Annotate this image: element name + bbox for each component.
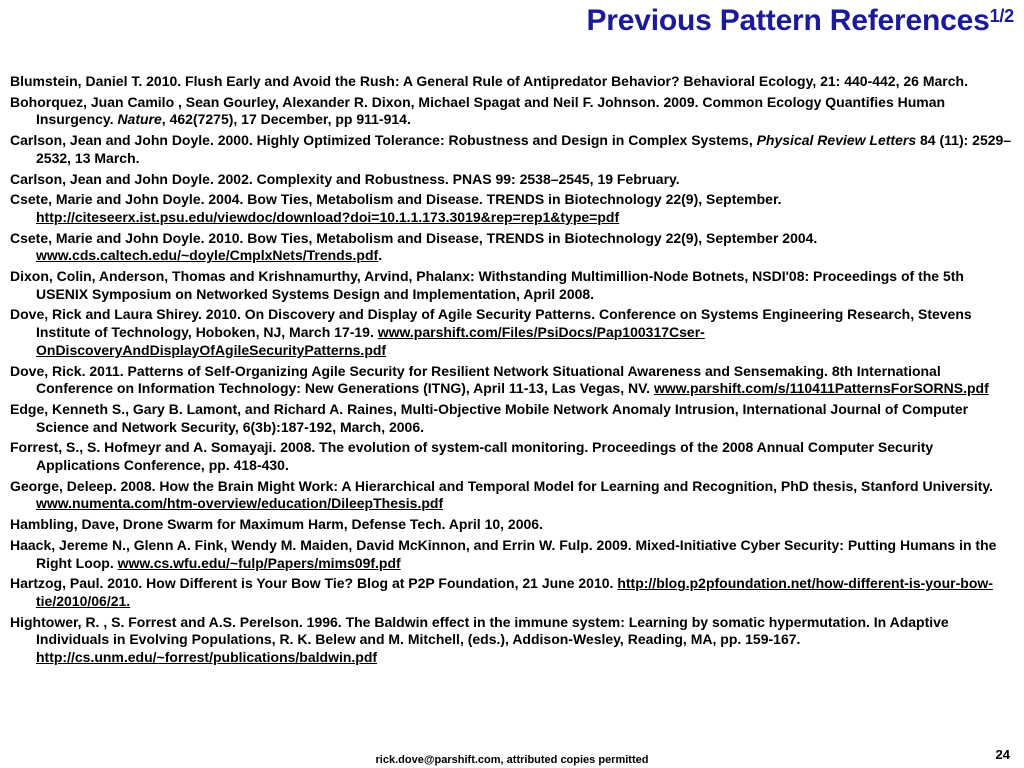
reference-text: Hambling, Dave, Drone Swarm for Maximum Harm, Defense Tech. April 10, 2006. xyxy=(10,516,543,533)
reference-text: . xyxy=(378,247,383,264)
reference-item xyxy=(10,537,1018,572)
reference-list xyxy=(10,73,1018,670)
reference-link[interactable]: http://cs.unm.edu/~forrest/publications/baldwin.pdf xyxy=(36,649,378,666)
reference-text: Hightower, R. , S. Forrest and A.S. Perelson. 1996. The Baldwin effect in the immune system: Learning by somatic hypermutation. In Adaptive Individuals in Evolving Populations, R. K. Belew and M. Mitchell, (eds.), Addison-Wesley, Reading, MA, pp. 159-167. xyxy=(10,613,949,648)
reference-journal: Physical Review Letters xyxy=(756,132,917,149)
reference-text: , 462(7275), 17 December, pp 911-914. xyxy=(161,111,411,128)
slide-title-page-fraction: 1/2 xyxy=(989,6,1014,26)
reference-link[interactable]: http://citeseerx.ist.psu.edu/viewdoc/download?doi=10.1.1.173.3019&rep=rep1&type=pdf xyxy=(36,208,620,225)
reference-item xyxy=(10,268,1018,303)
reference-text: Dove, Rick. 2011. Patterns of Self-Organizing Agile Security for Resilient Network Situational Awareness and Sensemaking. 8th International Conference on Information Technology: New Generations (ITNG), April 11-13, Las Vegas, NV. xyxy=(10,362,941,397)
footer-credit: rick.dove@parshift.com, attributed copies permitted xyxy=(375,754,649,766)
reference-item xyxy=(10,439,1018,474)
reference-text: Haack, Jereme N., Glenn A. Fink, Wendy M. Maiden, David McKinnon, and Errin W. Fulp. 2009. Mixed-Initiative Cyber Security: Putting Humans in the Right Loop. xyxy=(10,536,997,571)
reference-text: Carlson, Jean and John Doyle. 2000. Highly Optimized Tolerance: Robustness and Design in Complex Systems, xyxy=(10,132,757,149)
reference-item xyxy=(10,132,1018,167)
reference-link[interactable]: www.parshift.com/s/110411PatternsForSORNS.pdf xyxy=(653,380,989,397)
reference-item xyxy=(10,363,1018,398)
reference-item xyxy=(10,516,1018,534)
reference-text: Bohorquez, Juan Camilo , Sean Gourley, Alexander R. Dixon, Michael Spagat and Neil F. Johnson. 2009. Common Ecology Quantifies Human Insurgency. xyxy=(10,93,946,128)
reference-item xyxy=(10,191,1018,226)
reference-text: Csete, Marie and John Doyle. 2010. Bow Ties, Metabolism and Disease, TRENDS in Biotechnology 22(9), September 2004. xyxy=(10,229,818,246)
reference-text: Blumstein, Daniel T. 2010. Flush Early and Avoid the Rush: A General Rule of Antipredator Behavior? Behavioral Ecology, 21: 440-442, 26 March. xyxy=(10,73,968,89)
reference-text: George, Deleep. 2008. How the Brain Might Work: A Hierarchical and Temporal Model for Learning and Recognition, PhD thesis, Stanford University. xyxy=(10,477,994,494)
reference-journal: Nature xyxy=(117,111,162,128)
reference-text: Hartzog, Paul. 2010. How Different is Your Bow Tie? Blog at P2P Foundation, 21 June 2010. xyxy=(10,575,618,592)
reference-item xyxy=(10,401,1018,436)
reference-link[interactable]: www.cds.caltech.edu/~doyle/CmplxNets/Trends.pdf xyxy=(36,247,379,264)
reference-item xyxy=(10,478,1018,513)
reference-item xyxy=(10,73,1018,91)
reference-text: Dixon, Colin, Anderson, Thomas and Krishnamurthy, Arvind, Phalanx: Withstanding Multimillion-Node Botnets, NSDI'08: Proceedings of the 5th USENIX Symposium on Networked Systems Design and Implementation, April 2008. xyxy=(10,268,964,302)
reference-item xyxy=(10,306,1018,359)
reference-item xyxy=(10,94,1018,129)
page-number: 24 xyxy=(995,747,1010,762)
reference-link[interactable]: www.cs.wfu.edu/~fulp/Papers/mims09f.pdf xyxy=(117,554,401,571)
slide-title-text: Previous Pattern References xyxy=(586,4,990,37)
reference-link[interactable]: www.parshift.com/Files/PsiDocs/Pap100317Cser-OnDiscoveryAndDisplayOfAgileSecurityPatterns.pdf xyxy=(36,324,705,358)
reference-text: Csete, Marie and John Doyle. 2004. Bow Ties, Metabolism and Disease. TRENDS in Biotechnology 22(9), September. xyxy=(10,191,782,208)
reference-link[interactable]: http://blog.p2pfoundation.net/how-different-is-your-bow-tie/2010/06/21. xyxy=(36,575,993,609)
reference-item xyxy=(10,171,1018,189)
reference-item xyxy=(10,614,1018,667)
reference-item xyxy=(10,575,1018,610)
reference-text: Dove, Rick and Laura Shirey. 2010. On Discovery and Display of Agile Security Patterns. Conference on Systems Engineering Research, Stevens Institute of Technology, Hoboken, NJ, March 17-19. xyxy=(10,306,972,341)
reference-text: Edge, Kenneth S., Gary B. Lamont, and Richard A. Raines, Multi-Objective Mobile Network Anomaly Intrusion, International Journal of Computer Science and Network Security, 6(3b):187-192, March, 2006. xyxy=(10,400,969,435)
reference-text: Forrest, S., S. Hofmeyr and A. Somayaji. 2008. The evolution of system-call monitoring. Proceedings of the 2008 Annual Computer Security Applications Conference, pp. 418-430. xyxy=(10,439,934,474)
slide-title xyxy=(586,4,1014,38)
reference-link[interactable]: www.numenta.com/htm-overview/education/DileepThesis.pdf xyxy=(36,495,444,512)
reference-item xyxy=(10,230,1018,265)
reference-text: Carlson, Jean and John Doyle. 2002. Complexity and Robustness. PNAS 99: 2538–2545, 19 February. xyxy=(10,170,680,187)
reference-text: 84 (11): 2529–2532, 13 March. xyxy=(36,132,1012,166)
